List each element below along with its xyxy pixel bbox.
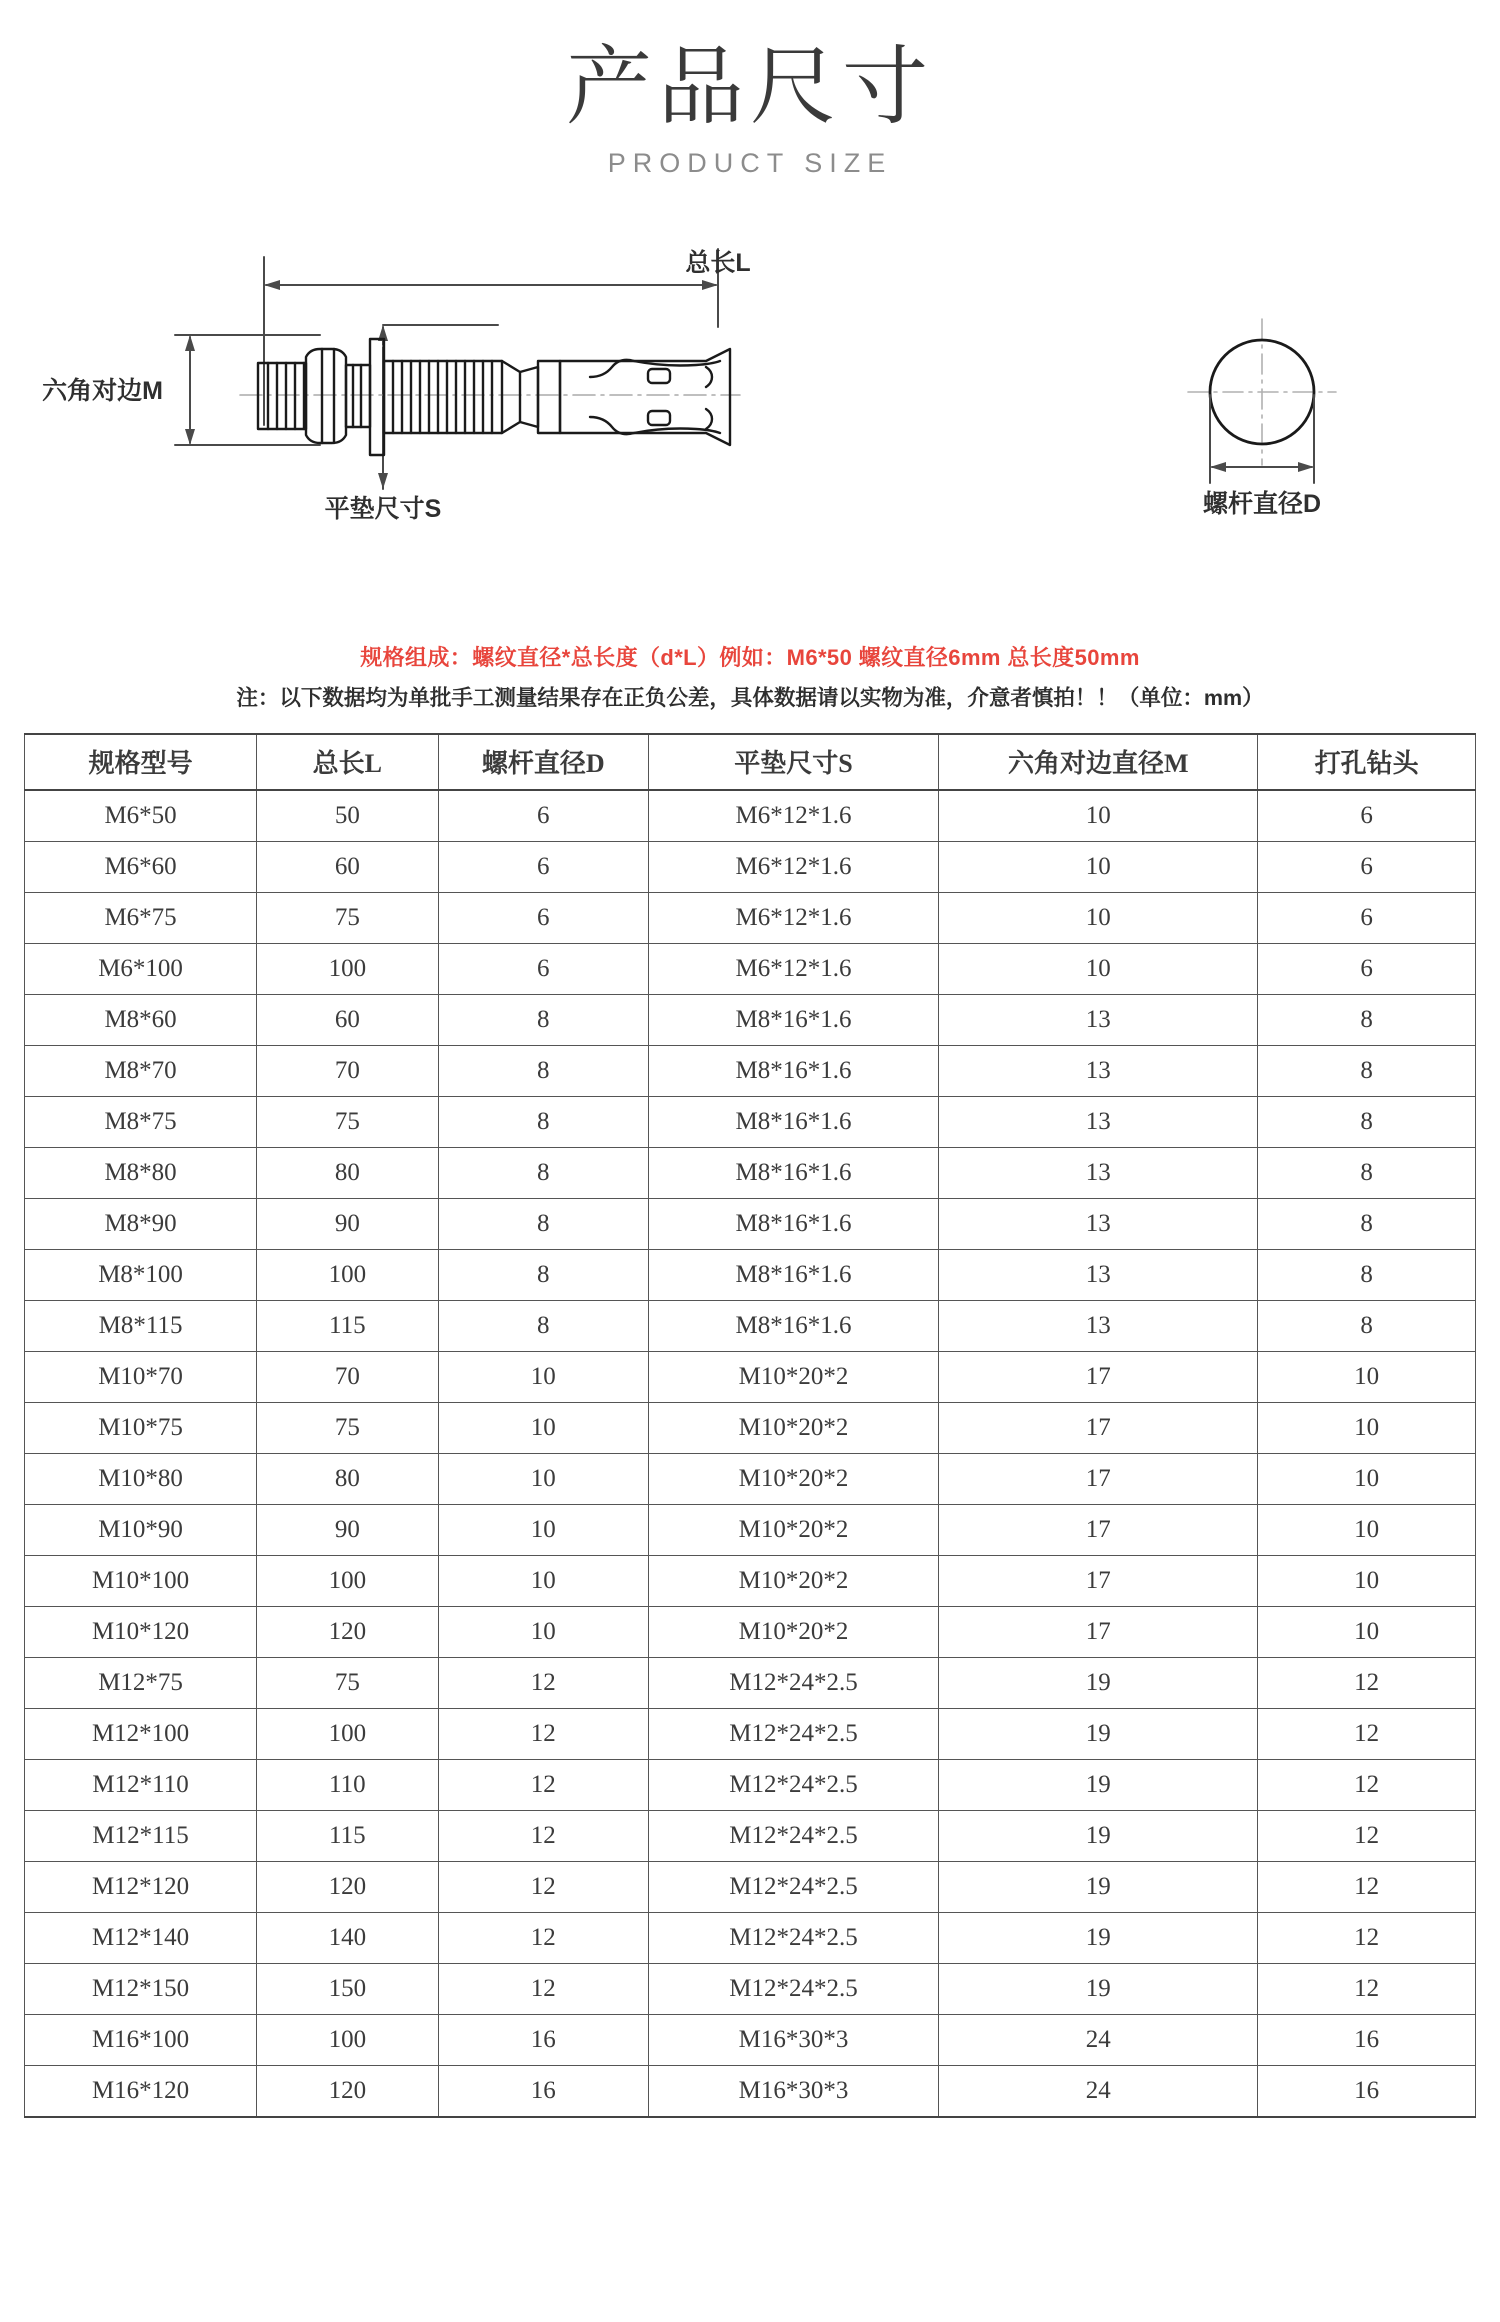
- table-row: [25, 790, 1476, 842]
- cell-total-length: 150: [257, 1963, 438, 2014]
- cell-drill-bit: 12: [1258, 1810, 1476, 1861]
- cell-drill-bit: 6: [1258, 943, 1476, 994]
- cell-hex-diameter: 19: [939, 1657, 1258, 1708]
- cell-model: M8*75: [25, 1096, 257, 1147]
- table-row: [25, 943, 1476, 994]
- cell-drill-bit: 12: [1258, 1861, 1476, 1912]
- page-subtitle: PRODUCT SIZE: [607, 148, 893, 179]
- cell-hex-diameter: 10: [939, 892, 1258, 943]
- cell-hex-diameter: 19: [939, 1963, 1258, 2014]
- cell-hex-diameter: 17: [939, 1402, 1258, 1453]
- cell-washer-size: M8*16*1.6: [648, 1147, 938, 1198]
- table-row: [25, 1198, 1476, 1249]
- cell-washer-size: M6*12*1.6: [648, 841, 938, 892]
- cell-hex-diameter: 17: [939, 1351, 1258, 1402]
- table-row: [25, 1606, 1476, 1657]
- table-row: [25, 1351, 1476, 1402]
- label-washer-size: 平垫尺寸S: [324, 495, 442, 524]
- cell-model: M12*140: [25, 1912, 257, 1963]
- cell-washer-size: M8*16*1.6: [648, 1096, 938, 1147]
- table-row: [25, 1096, 1476, 1147]
- cell-drill-bit: 10: [1258, 1555, 1476, 1606]
- cell-rod-diameter: 12: [438, 1861, 648, 1912]
- cell-model: M8*70: [25, 1045, 257, 1096]
- cell-total-length: 100: [257, 1555, 438, 1606]
- cell-hex-diameter: 13: [939, 994, 1258, 1045]
- cell-total-length: 110: [257, 1759, 438, 1810]
- cell-washer-size: M10*20*2: [648, 1504, 938, 1555]
- cell-drill-bit: 12: [1258, 1708, 1476, 1759]
- cell-washer-size: M6*12*1.6: [648, 943, 938, 994]
- cell-rod-diameter: 10: [438, 1453, 648, 1504]
- cell-rod-diameter: 6: [438, 892, 648, 943]
- cell-drill-bit: 12: [1258, 1759, 1476, 1810]
- table-row: [25, 1453, 1476, 1504]
- cell-total-length: 120: [257, 2065, 438, 2117]
- cell-drill-bit: 8: [1258, 1147, 1476, 1198]
- cell-washer-size: M8*16*1.6: [648, 1249, 938, 1300]
- cell-drill-bit: 6: [1258, 892, 1476, 943]
- cell-total-length: 90: [257, 1504, 438, 1555]
- cell-washer-size: M10*20*2: [648, 1555, 938, 1606]
- cell-total-length: 100: [257, 2014, 438, 2065]
- cell-hex-diameter: 19: [939, 1759, 1258, 1810]
- cell-hex-diameter: 10: [939, 943, 1258, 994]
- table-row: [25, 1045, 1476, 1096]
- cell-model: M12*110: [25, 1759, 257, 1810]
- cell-total-length: 120: [257, 1861, 438, 1912]
- cell-model: M12*120: [25, 1861, 257, 1912]
- cell-total-length: 75: [257, 1657, 438, 1708]
- table-row: [25, 1759, 1476, 1810]
- cell-total-length: 120: [257, 1606, 438, 1657]
- cell-model: M6*100: [25, 943, 257, 994]
- cell-hex-diameter: 13: [939, 1147, 1258, 1198]
- cell-hex-diameter: 13: [939, 1198, 1258, 1249]
- label-rod-diameter: 螺杆直径D: [1202, 490, 1322, 519]
- cell-total-length: 75: [257, 1096, 438, 1147]
- cell-washer-size: M12*24*2.5: [648, 1861, 938, 1912]
- cell-model: M12*150: [25, 1963, 257, 2014]
- cell-drill-bit: 12: [1258, 1912, 1476, 1963]
- cell-model: M8*100: [25, 1249, 257, 1300]
- table-row: [25, 892, 1476, 943]
- cell-total-length: 70: [257, 1045, 438, 1096]
- cell-total-length: 100: [257, 1708, 438, 1759]
- cell-hex-diameter: 13: [939, 1045, 1258, 1096]
- cell-rod-diameter: 12: [438, 1759, 648, 1810]
- cell-rod-diameter: 10: [438, 1504, 648, 1555]
- cell-model: M16*100: [25, 2014, 257, 2065]
- cell-model: M10*120: [25, 1606, 257, 1657]
- cell-washer-size: M6*12*1.6: [648, 892, 938, 943]
- cell-hex-diameter: 17: [939, 1555, 1258, 1606]
- cell-washer-size: M10*20*2: [648, 1453, 938, 1504]
- cell-total-length: 80: [257, 1147, 438, 1198]
- page-header: [0, 0, 1500, 179]
- cell-washer-size: M16*30*3: [648, 2065, 938, 2117]
- label-total-length: 总长L: [685, 249, 751, 278]
- cell-model: M12*115: [25, 1810, 257, 1861]
- cell-drill-bit: 6: [1258, 841, 1476, 892]
- cell-rod-diameter: 8: [438, 994, 648, 1045]
- page-title: 产品尺寸: [566, 37, 934, 137]
- product-dimension-diagram: [0, 227, 1500, 627]
- column-header-model: 规格型号: [25, 734, 257, 790]
- anchor-bolt-drawing: [240, 339, 740, 455]
- cell-washer-size: M6*12*1.6: [648, 790, 938, 842]
- cell-hex-diameter: 17: [939, 1606, 1258, 1657]
- cell-washer-size: M16*30*3: [648, 2014, 938, 2065]
- cell-rod-diameter: 12: [438, 1963, 648, 2014]
- column-header-total-length: 总长L: [257, 734, 438, 790]
- table-row: [25, 1300, 1476, 1351]
- cell-rod-diameter: 6: [438, 841, 648, 892]
- cell-hex-diameter: 19: [939, 1708, 1258, 1759]
- cell-rod-diameter: 8: [438, 1147, 648, 1198]
- cell-hex-diameter: 17: [939, 1453, 1258, 1504]
- cell-drill-bit: 10: [1258, 1504, 1476, 1555]
- cell-rod-diameter: 12: [438, 1708, 648, 1759]
- cell-drill-bit: 8: [1258, 994, 1476, 1045]
- cell-total-length: 60: [257, 841, 438, 892]
- cell-washer-size: M8*16*1.6: [648, 1045, 938, 1096]
- cell-rod-diameter: 16: [438, 2014, 648, 2065]
- cell-drill-bit: 8: [1258, 1045, 1476, 1096]
- cell-hex-diameter: 10: [939, 790, 1258, 842]
- cell-hex-diameter: 13: [939, 1096, 1258, 1147]
- spec-table-wrapper: [24, 733, 1476, 2118]
- column-header-rod-diameter: 螺杆直径D: [438, 734, 648, 790]
- table-row: [25, 1912, 1476, 1963]
- cell-model: M8*115: [25, 1300, 257, 1351]
- cell-washer-size: M12*24*2.5: [648, 1810, 938, 1861]
- cell-model: M10*100: [25, 1555, 257, 1606]
- table-row: [25, 1810, 1476, 1861]
- table-header-row: [25, 734, 1476, 790]
- column-header-hex-diameter: 六角对边直径M: [939, 734, 1258, 790]
- cell-model: M12*75: [25, 1657, 257, 1708]
- table-body: [25, 790, 1476, 2117]
- cell-drill-bit: 10: [1258, 1402, 1476, 1453]
- cell-hex-diameter: 19: [939, 1861, 1258, 1912]
- cell-rod-diameter: 10: [438, 1402, 648, 1453]
- cell-washer-size: M10*20*2: [648, 1402, 938, 1453]
- cell-drill-bit: 8: [1258, 1198, 1476, 1249]
- cell-washer-size: M10*20*2: [648, 1351, 938, 1402]
- cell-rod-diameter: 8: [438, 1045, 648, 1096]
- cell-total-length: 75: [257, 892, 438, 943]
- cell-model: M10*70: [25, 1351, 257, 1402]
- cell-total-length: 90: [257, 1198, 438, 1249]
- cell-total-length: 50: [257, 790, 438, 842]
- cell-drill-bit: 12: [1258, 1657, 1476, 1708]
- cell-hex-diameter: 13: [939, 1249, 1258, 1300]
- cell-rod-diameter: 10: [438, 1351, 648, 1402]
- cell-rod-diameter: 12: [438, 1810, 648, 1861]
- cell-model: M10*80: [25, 1453, 257, 1504]
- tolerance-note: 注：以下数据均为单批手工测量结果存在正负公差，具体数据请以实物为准，介意者慎拍！！（单位：mm）: [236, 686, 1264, 711]
- table-row: [25, 1963, 1476, 2014]
- cell-drill-bit: 8: [1258, 1300, 1476, 1351]
- cell-model: M12*100: [25, 1708, 257, 1759]
- label-hex-across-flats: 六角对边M: [42, 377, 163, 406]
- cell-washer-size: M8*16*1.6: [648, 1198, 938, 1249]
- table-row: [25, 1402, 1476, 1453]
- table-row: [25, 1147, 1476, 1198]
- cell-washer-size: M12*24*2.5: [648, 1759, 938, 1810]
- cell-rod-diameter: 16: [438, 2065, 648, 2117]
- cell-rod-diameter: 8: [438, 1096, 648, 1147]
- column-header-drill-bit: 打孔钻头: [1258, 734, 1476, 790]
- cell-hex-diameter: 19: [939, 1912, 1258, 1963]
- cell-washer-size: M8*16*1.6: [648, 1300, 938, 1351]
- cell-total-length: 60: [257, 994, 438, 1045]
- cell-total-length: 70: [257, 1351, 438, 1402]
- cell-drill-bit: 16: [1258, 2014, 1476, 2065]
- table-row: [25, 1657, 1476, 1708]
- cell-hex-diameter: 13: [939, 1300, 1258, 1351]
- cell-drill-bit: 6: [1258, 790, 1476, 842]
- cell-drill-bit: 8: [1258, 1249, 1476, 1300]
- cell-total-length: 115: [257, 1300, 438, 1351]
- cell-model: M8*60: [25, 994, 257, 1045]
- cell-rod-diameter: 12: [438, 1912, 648, 1963]
- table-row: [25, 1708, 1476, 1759]
- cell-rod-diameter: 6: [438, 943, 648, 994]
- cell-hex-diameter: 19: [939, 1810, 1258, 1861]
- cell-model: M8*90: [25, 1198, 257, 1249]
- table-row: [25, 1504, 1476, 1555]
- cell-total-length: 140: [257, 1912, 438, 1963]
- table-row: [25, 1861, 1476, 1912]
- cell-model: M8*80: [25, 1147, 257, 1198]
- cell-drill-bit: 8: [1258, 1096, 1476, 1147]
- cell-drill-bit: 12: [1258, 1963, 1476, 2014]
- cell-rod-diameter: 10: [438, 1606, 648, 1657]
- cell-rod-diameter: 8: [438, 1249, 648, 1300]
- cell-model: M6*75: [25, 892, 257, 943]
- cell-drill-bit: 10: [1258, 1453, 1476, 1504]
- cell-rod-diameter: 12: [438, 1657, 648, 1708]
- cell-washer-size: M12*24*2.5: [648, 1708, 938, 1759]
- table-row: [25, 841, 1476, 892]
- table-row: [25, 2014, 1476, 2065]
- cell-model: M10*90: [25, 1504, 257, 1555]
- cell-hex-diameter: 24: [939, 2014, 1258, 2065]
- cell-drill-bit: 10: [1258, 1351, 1476, 1402]
- cell-model: M6*50: [25, 790, 257, 842]
- cell-rod-diameter: 8: [438, 1300, 648, 1351]
- cell-washer-size: M12*24*2.5: [648, 1912, 938, 1963]
- table-row: [25, 1249, 1476, 1300]
- cell-hex-diameter: 17: [939, 1504, 1258, 1555]
- table-row: [25, 1555, 1476, 1606]
- table-row: [25, 2065, 1476, 2117]
- cell-rod-diameter: 8: [438, 1198, 648, 1249]
- column-header-washer-size: 平垫尺寸S: [648, 734, 938, 790]
- cell-hex-diameter: 24: [939, 2065, 1258, 2117]
- spec-composition-note: 规格组成：螺纹直径*总长度（d*L）例如：M6*50 螺纹直径6mm 总长度50mm: [360, 645, 1140, 671]
- cell-total-length: 100: [257, 1249, 438, 1300]
- cell-drill-bit: 10: [1258, 1606, 1476, 1657]
- cell-drill-bit: 16: [1258, 2065, 1476, 2117]
- cell-washer-size: M10*20*2: [648, 1606, 938, 1657]
- cell-total-length: 80: [257, 1453, 438, 1504]
- cell-washer-size: M8*16*1.6: [648, 994, 938, 1045]
- cell-total-length: 100: [257, 943, 438, 994]
- cell-model: M6*60: [25, 841, 257, 892]
- spec-table: [24, 733, 1476, 2118]
- cell-rod-diameter: 6: [438, 790, 648, 842]
- cell-model: M10*75: [25, 1402, 257, 1453]
- cell-total-length: 115: [257, 1810, 438, 1861]
- cell-rod-diameter: 10: [438, 1555, 648, 1606]
- notes-block: [0, 641, 1500, 714]
- cell-total-length: 75: [257, 1402, 438, 1453]
- table-row: [25, 994, 1476, 1045]
- rod-cross-section-drawing: [1188, 319, 1336, 483]
- cell-hex-diameter: 10: [939, 841, 1258, 892]
- cell-washer-size: M12*24*2.5: [648, 1657, 938, 1708]
- cell-model: M16*120: [25, 2065, 257, 2117]
- cell-washer-size: M12*24*2.5: [648, 1963, 938, 2014]
